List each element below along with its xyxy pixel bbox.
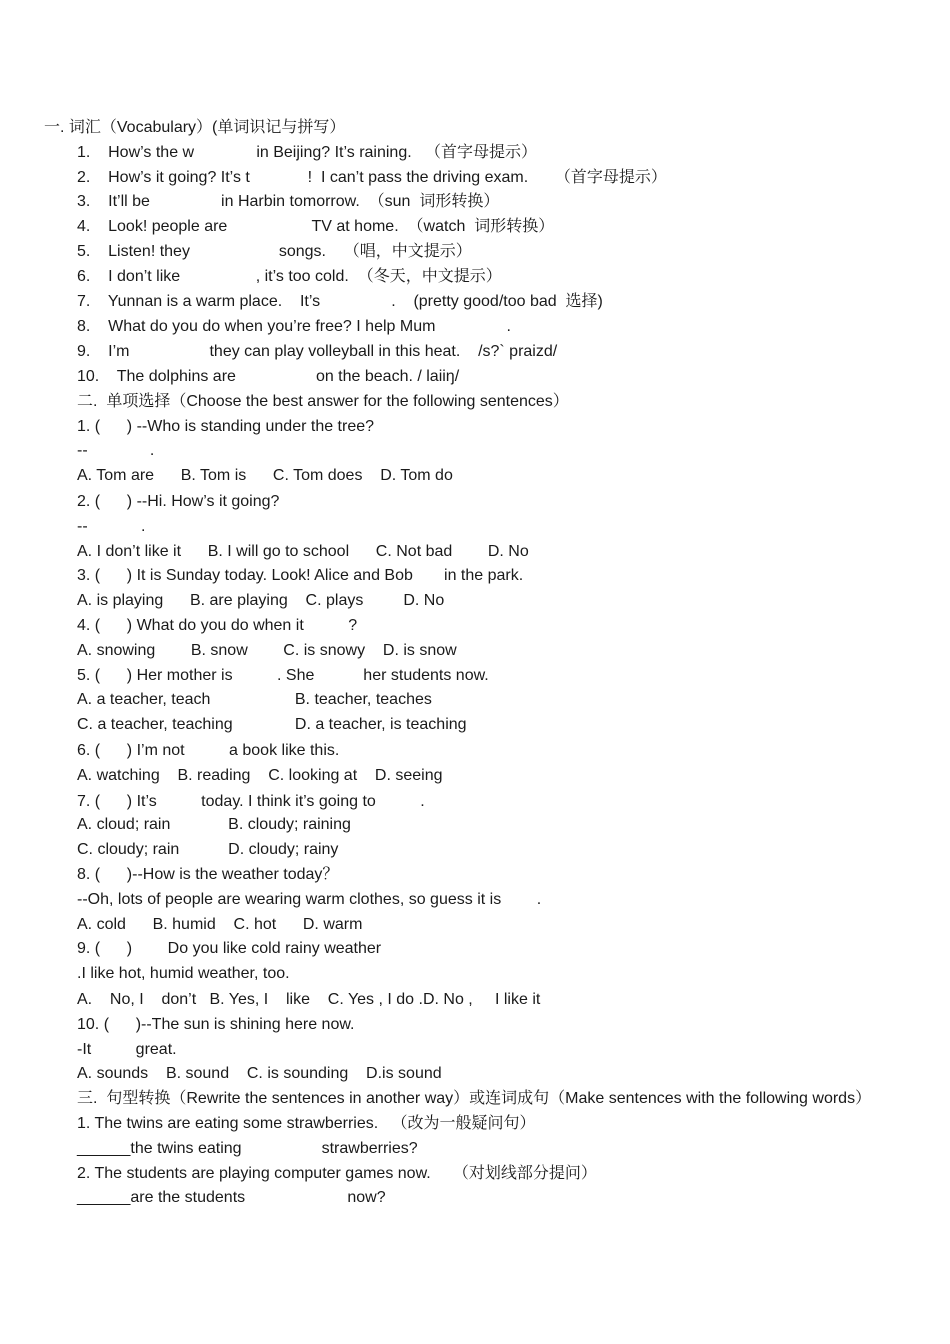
mc-line: C. cloudy; rain D. cloudy; rainy (77, 841, 339, 858)
section2-title: 二. 单项选择（Choose the best answer for the following sentences） (77, 393, 569, 410)
mc-line: 5. ( ) Her mother is . She her students now. (77, 667, 489, 684)
vocab-item-3: 3. It’ll be in Harbin tomorrow. （sun 词形转换） (77, 193, 500, 210)
rewrite-line: ______are the students now? (77, 1189, 386, 1206)
rewrite-line: 2. The students are playing computer games now. （对划线部分提问） (77, 1165, 597, 1182)
mc-line: A. snowing B. snow C. is snowy D. is snow (77, 642, 457, 659)
mc-line: A. is playing B. are playing C. plays D. No (77, 592, 445, 609)
mc-line: 4. ( ) What do you do when it ? (77, 617, 358, 634)
mc-line: 3. ( ) It is Sunday today. Look! Alice and Bob in the park. (77, 567, 524, 584)
section3-title: 三. 句型转换（Rewrite the sentences in another way）或连词成句（Make sentences with the following words） (77, 1090, 872, 1107)
mc-line: C. a teacher, teaching D. a teacher, is teaching (77, 716, 467, 733)
mc-line: 2. ( ) --Hi. How’s it going? (77, 493, 280, 510)
mc-line: A. I don’t like it B. I will go to school C. Not bad D. No (77, 543, 529, 560)
mc-line: 6. ( ) I’m not a book like this. (77, 742, 340, 759)
mc-line: -It great. (77, 1041, 177, 1058)
mc-line: 10. ( )--The sun is shining here now. (77, 1016, 355, 1033)
vocab-item-10: 10. The dolphins are on the beach. / laiiŋ/ (77, 368, 460, 385)
vocab-item-1: 1. How’s the w in Beijing? It’s raining. （首字母提示） (77, 144, 538, 161)
mc-line: .I like hot, humid weather, too. (77, 965, 290, 982)
mc-line: A. cloud; rain B. cloudy; raining (77, 816, 351, 833)
mc-line: A. Tom are B. Tom is C. Tom does D. Tom do (77, 467, 453, 484)
mc-line: -- . (77, 442, 155, 459)
vocab-item-5: 5. Listen! they songs. （唱，中文提示） (77, 243, 472, 260)
vocab-item-4: 4. Look! people are TV at home. （watch 词形转换） (77, 218, 555, 235)
mc-line: A. watching B. reading C. looking at D. seeing (77, 767, 443, 784)
vocab-item-9: 9. I’m they can play volleyball in this heat. /s?` praizd/ (77, 343, 558, 360)
vocab-item-8: 8. What do you do when you’re free? I help Mum . (77, 318, 511, 335)
mc-line: A. cold B. humid C. hot D. warm (77, 916, 363, 933)
mc-line: 9. ( ) Do you like cold rainy weather (77, 940, 382, 957)
mc-line: A. sounds B. sound C. is sounding D.is sound (77, 1065, 442, 1082)
mc-line: A. a teacher, teach B. teacher, teaches (77, 691, 432, 708)
mc-line: --Oh, lots of people are wearing warm clothes, so guess it is . (77, 891, 542, 908)
mc-line: 8. ( )--How is the weather today？ (77, 866, 339, 883)
section1-title: 一. 词汇（Vocabulary）(单词识记与拼写） (44, 119, 346, 136)
vocab-item-6: 6. I don’t like , it’s too cold. （冬天，中文提示） (77, 268, 502, 285)
mc-line: 1. ( ) --Who is standing under the tree? (77, 418, 375, 435)
rewrite-line: ______the twins eating strawberries? (77, 1140, 418, 1157)
rewrite-line: 1. The twins are eating some strawberries. （改为一般疑问句） (77, 1115, 536, 1132)
mc-line: A. No, I don’t B. Yes, I like C. Yes , I do .D. No , I like it (77, 991, 541, 1008)
vocab-item-2: 2. How’s it going? It’s t ! I can’t pass the driving exam. （首字母提示） (77, 169, 667, 186)
vocab-item-7: 7. Yunnan is a warm place. It’s . (pretty good/too bad 选择) (77, 293, 603, 310)
mc-line: 7. ( ) It’s today. I think it’s going to . (77, 793, 425, 810)
mc-line: -- . (77, 518, 146, 535)
